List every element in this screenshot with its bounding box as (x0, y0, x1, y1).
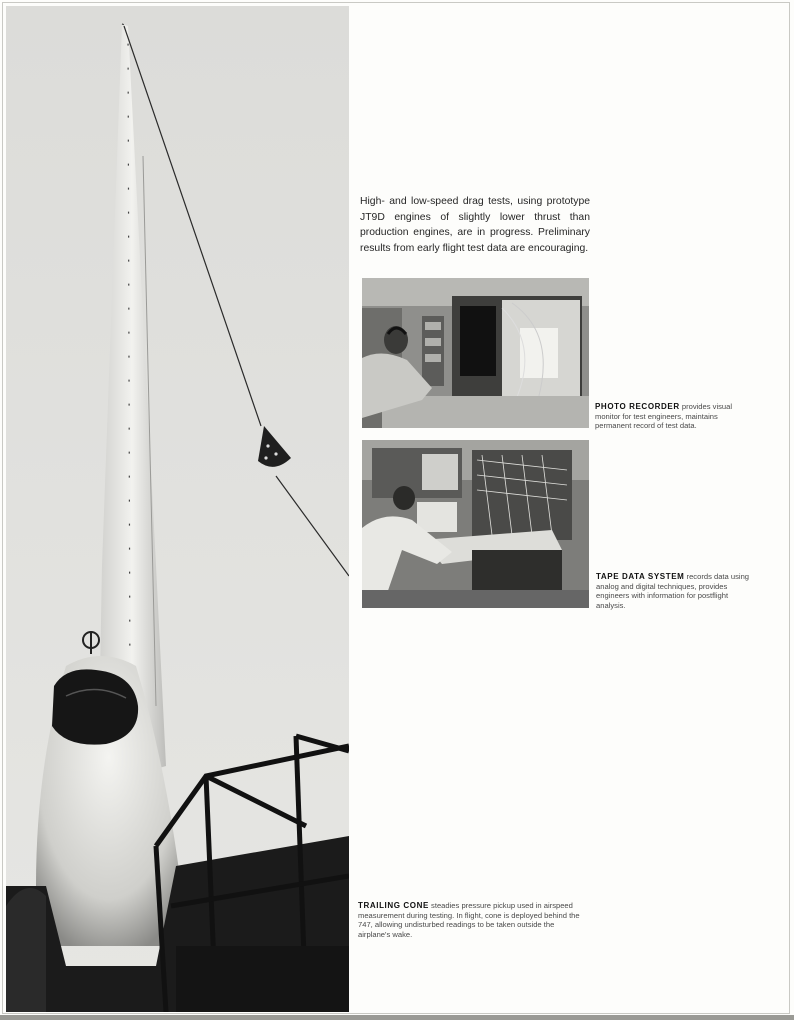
tape-data-system-image (362, 440, 589, 608)
photo-recorder-body: provides visual monitor for test engineers, maintains permanent record of test data. (595, 402, 733, 431)
tape-data-system-caption (596, 572, 756, 610)
tail-trailing-cone-photo (6, 6, 349, 1012)
trailing-cone-caption (358, 901, 583, 939)
tape-data-system-body: records data using analog and digital techniques, provides engineers with information for postflight analysis. (596, 572, 750, 610)
tape-data-system-heading: TAPE DATA SYSTEM (596, 572, 685, 581)
intro-paragraph: High- and low-speed drag tests, using prototype JT9D engines of slightly lower thrust than production engines, are in progress. Preliminary results from early flight test data are encouraging. (360, 196, 590, 254)
photo-recorder-image (362, 278, 589, 428)
photo-recorder-heading: PHOTO RECORDER (595, 402, 680, 411)
trailing-cone-heading: TRAILING CONE (358, 901, 429, 910)
trailing-cone-body: steadies pressure pickup used in airspeed measurement during testing. In flight, cone is deployed behind the 747, allowing undisturbed readings to be taken outside the airplane's wake. (358, 901, 580, 939)
photo-recorder-caption (595, 402, 755, 431)
page-bottom-edge (0, 1015, 794, 1020)
